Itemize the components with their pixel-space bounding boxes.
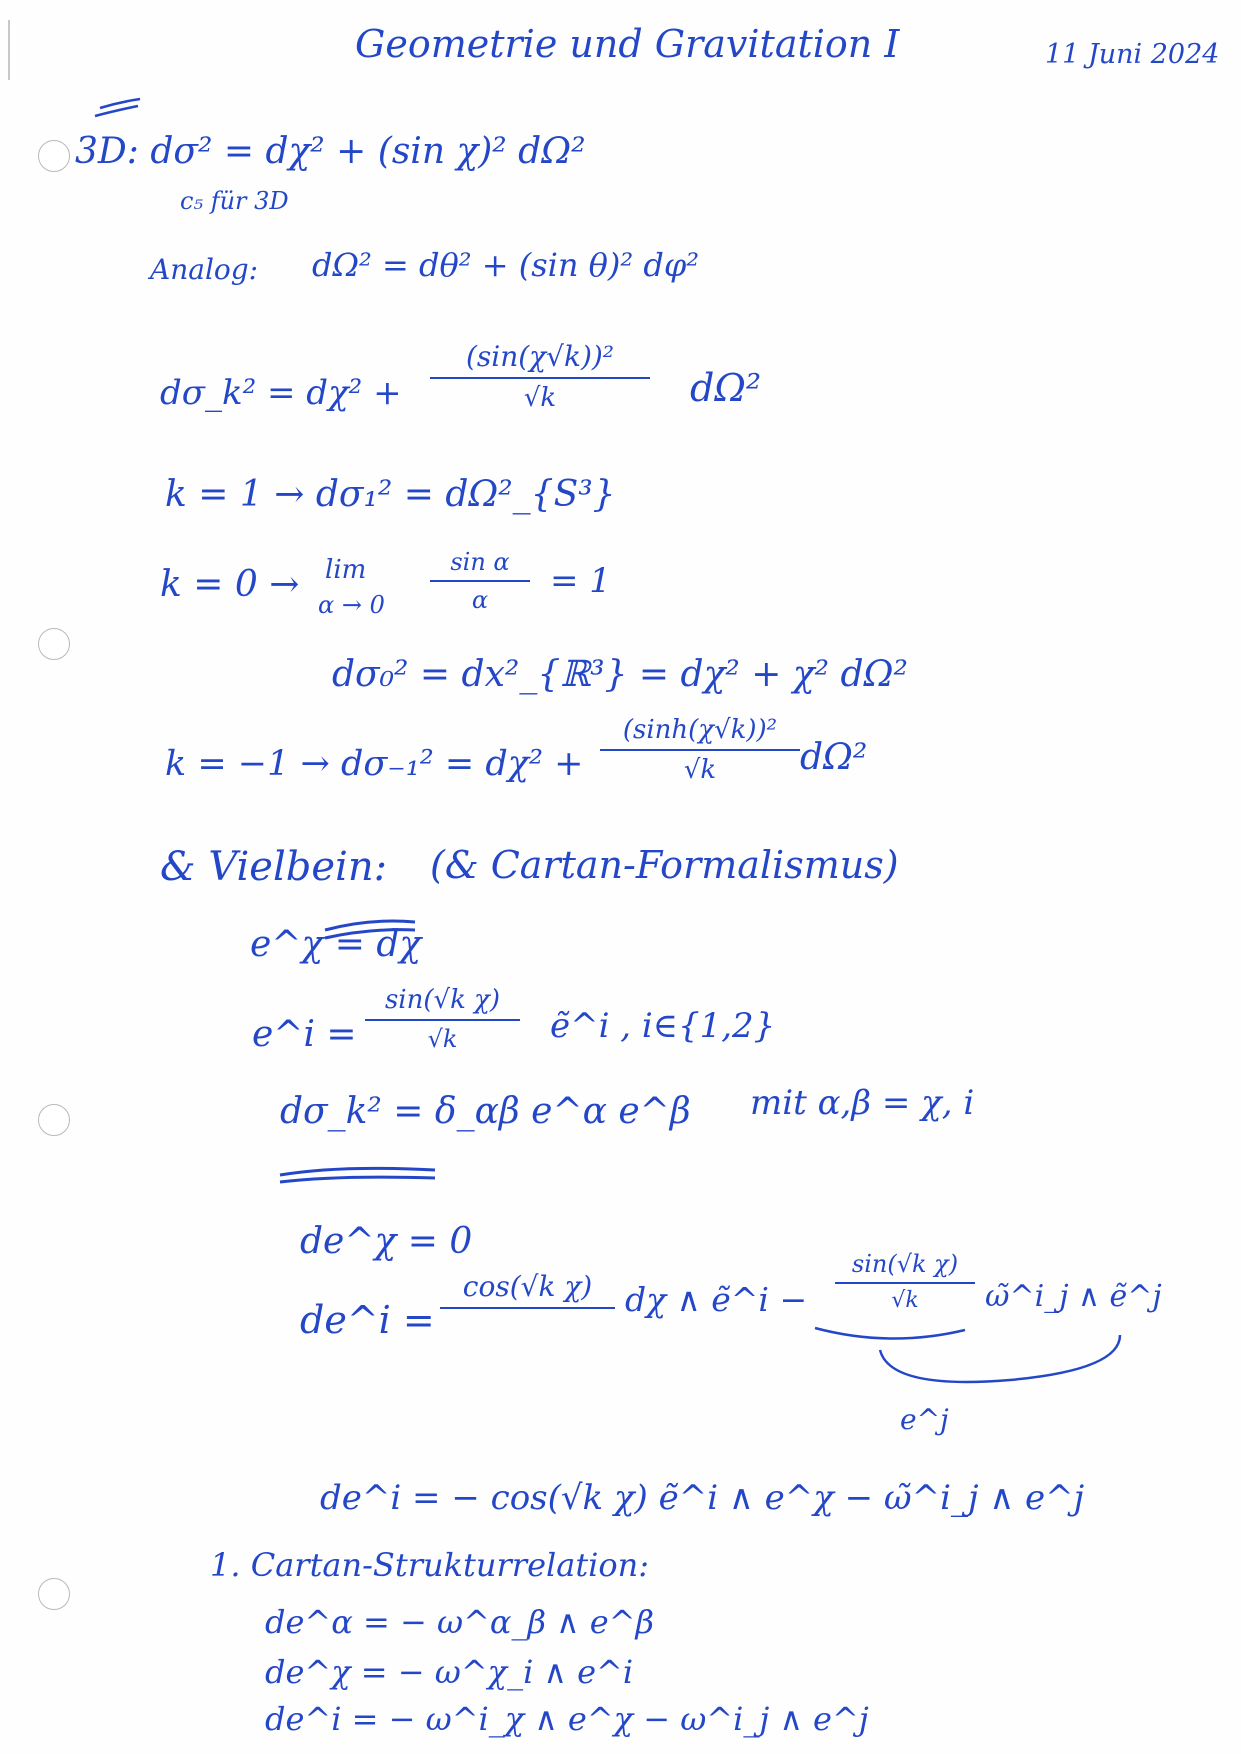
eq-k-zero-metric: dσ₀² = dx²_{ℝ³} = dχ² + χ² dΩ²	[332, 654, 908, 695]
eq-de-i-rhs: ω̃^i_j ∧ ẽ^j	[985, 1279, 1162, 1314]
brace-annotation: e^j	[900, 1403, 949, 1436]
eq-3d-metric: 3D: dσ² = dχ² + (sin χ)² dΩ²	[75, 131, 586, 172]
eq-cartan-chi: de^χ = − ω^χ_i ∧ e^i	[265, 1653, 634, 1691]
page-date: 11 Juni 2024	[1045, 39, 1220, 70]
section-vielbein: & Vielbein:	[160, 844, 388, 890]
eq-de-i-lhs: de^i =	[300, 1298, 435, 1342]
analog-label: Analog:	[150, 253, 259, 286]
limit-result: = 1	[550, 561, 611, 601]
eq-de-i-rewritten: de^i = − cos(√k χ) ẽ^i ∧ e^χ − ω̃^i_j ∧ e^j	[320, 1478, 1085, 1518]
fraction-denominator: √k	[427, 1025, 458, 1053]
eq-k-minus-one-rhs: dΩ²	[800, 737, 868, 778]
eq-de-i-mid: dχ ∧ ẽ^i −	[625, 1280, 808, 1319]
eq-dsk-lhs: dσ_k² = dχ² +	[160, 373, 402, 413]
eq-e-i-lhs: e^i =	[252, 1014, 357, 1055]
strikethrough-mark	[325, 930, 415, 938]
eq-k-zero-lhs: k = 0 →	[160, 564, 300, 605]
eq-index-range: mit α,β = χ, i	[750, 1083, 975, 1123]
fraction-numerator: sin(√k χ)	[384, 985, 501, 1015]
strikethrough-mark	[280, 1177, 435, 1182]
section-cartan-structure: 1. Cartan-Strukturrelation:	[210, 1546, 650, 1584]
eq-e-chi: e^χ = dχ	[250, 924, 422, 965]
fraction-denominator: √k	[891, 1288, 919, 1313]
eq-cartan-alpha: de^α = − ω^α_β ∧ e^β	[265, 1603, 655, 1641]
limit-subscript: α → 0	[318, 591, 385, 619]
fraction-numerator: cos(√k χ)	[462, 1270, 593, 1303]
eq-analog: dΩ² = dθ² + (sin θ)² dφ²	[312, 246, 700, 284]
connector-brace	[880, 1335, 1120, 1382]
section-cartan-formalism: (& Cartan-Formalismus)	[430, 843, 899, 887]
limit-label: lim	[325, 555, 367, 585]
fraction-numerator: sin α	[450, 548, 510, 576]
strikethrough-mark	[280, 1168, 435, 1175]
fraction-denominator: α	[471, 586, 489, 614]
eq-dsk-vielbein: dσ_k² = δ_αβ e^α e^β	[280, 1091, 691, 1132]
eq-e-i-rhs: ẽ^i , i∈{1,2}	[550, 1006, 776, 1046]
fraction-denominator: √k	[683, 755, 717, 785]
underbrace-mark	[815, 1328, 965, 1339]
eq-de-chi: de^χ = 0	[300, 1221, 473, 1262]
eq-k-plus-one: k = 1 → dσ₁² = dΩ²_{S³}	[165, 474, 616, 515]
fraction-numerator: (sinh(χ√k))²	[622, 715, 778, 745]
eq-dsk-rhs: dΩ²	[690, 366, 762, 410]
eq-cartan-i: de^i = − ω^i_χ ∧ e^χ − ω^i_j ∧ e^j	[265, 1700, 869, 1738]
fraction-denominator: √k	[523, 383, 557, 413]
eq-k-minus-one-lhs: k = −1 → dσ₋₁² = dχ² +	[165, 744, 584, 784]
page-title: Geometrie und Gravitation I	[355, 22, 900, 66]
fraction-numerator: sin(√k χ)	[851, 1250, 959, 1278]
note-3d: c₅ für 3D	[180, 187, 289, 215]
fraction-numerator: (sin(χ√k))²	[465, 340, 615, 373]
